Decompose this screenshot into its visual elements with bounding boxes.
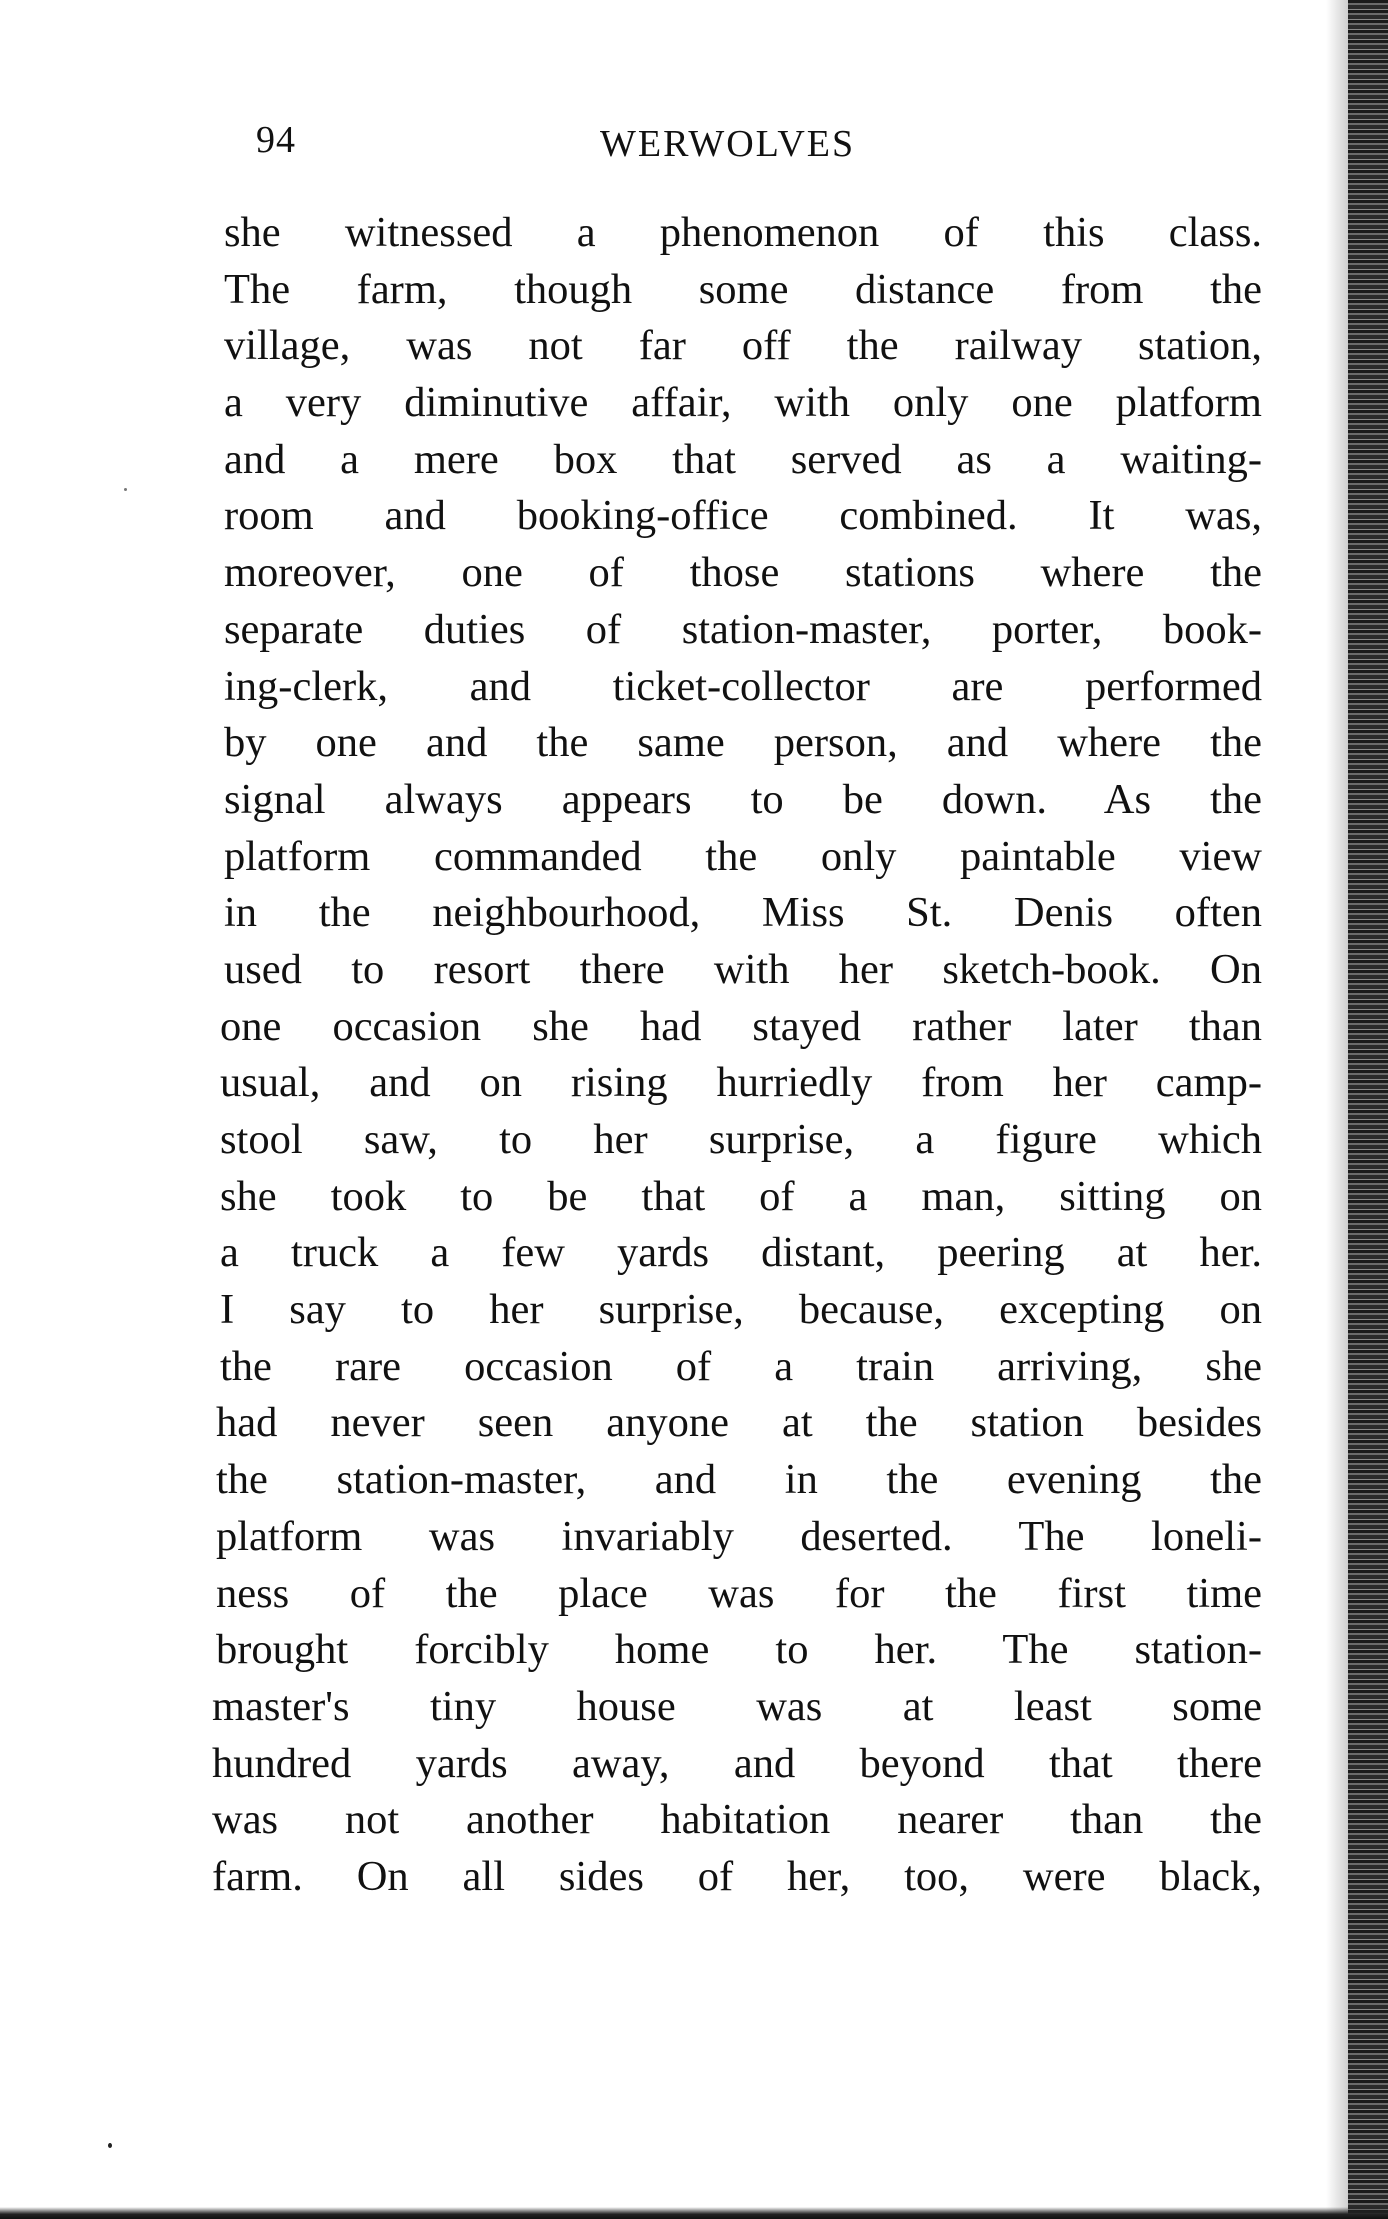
text-line: and a mere box that served as a waiting- (224, 435, 1262, 483)
text-line: a truck a few yards distant, peering at her. (220, 1229, 1262, 1277)
text-line: the rare occasion of a train arriving, she (220, 1342, 1262, 1390)
text-line: moreover, one of those stations where the (224, 549, 1262, 597)
body-text (212, 205, 1262, 1906)
text-line: used to resort there with her sketch-book. On (224, 945, 1262, 993)
text-line: I say to her surprise, because, excepting on (220, 1286, 1262, 1334)
text-line: she took to be that of a man, sitting on (220, 1172, 1262, 1220)
text-line: separate duties of station-master, porter, book- (224, 605, 1262, 653)
text-line: ness of the place was for the first time (216, 1569, 1262, 1617)
text-line: one occasion she had stayed rather later than (220, 1002, 1262, 1050)
text-line: she witnessed a phenomenon of this class. (224, 209, 1262, 256)
text-line: hundred yards away, and beyond that there (212, 1739, 1262, 1787)
text-line: platform was invariably deserted. The loneli- (216, 1512, 1262, 1560)
page-number: 94 (256, 119, 296, 161)
text-line: by one and the same person, and where the (224, 719, 1262, 767)
text-line: room and booking-office combined. It was, (224, 492, 1262, 540)
text-line: ing-clerk, and ticket-collector are performed (224, 662, 1262, 710)
text-line: The farm, though some distance from the (224, 265, 1262, 313)
text-line: had never seen anyone at the station besides (216, 1399, 1262, 1447)
running-title: WERWOLVES (600, 123, 856, 165)
text-line: stool saw, to her surprise, a figure which (220, 1116, 1262, 1163)
scan-speck (108, 2143, 112, 2148)
text-line: usual, and on rising hurriedly from her camp- (220, 1059, 1262, 1107)
page-shadow (1326, 0, 1348, 2219)
page-edge (1348, 0, 1388, 2219)
text-line: brought forcibly home to her. The station- (216, 1626, 1262, 1674)
text-line: was not another habitation nearer than the (212, 1796, 1262, 1844)
text-line: farm. On all sides of her, too, were black, (212, 1852, 1262, 1900)
text-line: in the neighbourhood, Miss St. Denis often (224, 889, 1262, 937)
page-bottom-edge (0, 2207, 1388, 2219)
text-line: a very diminutive affair, with only one platform (224, 379, 1262, 427)
text-line: platform commanded the only paintable view (224, 832, 1262, 880)
text-line: village, was not far off the railway station, (224, 322, 1262, 370)
text-line: signal always appears to be down. As the (224, 775, 1262, 823)
text-line: the station-master, and in the evening the (216, 1456, 1262, 1504)
scan-speck (124, 488, 127, 491)
text-line: master's tiny house was at least some (212, 1682, 1262, 1730)
